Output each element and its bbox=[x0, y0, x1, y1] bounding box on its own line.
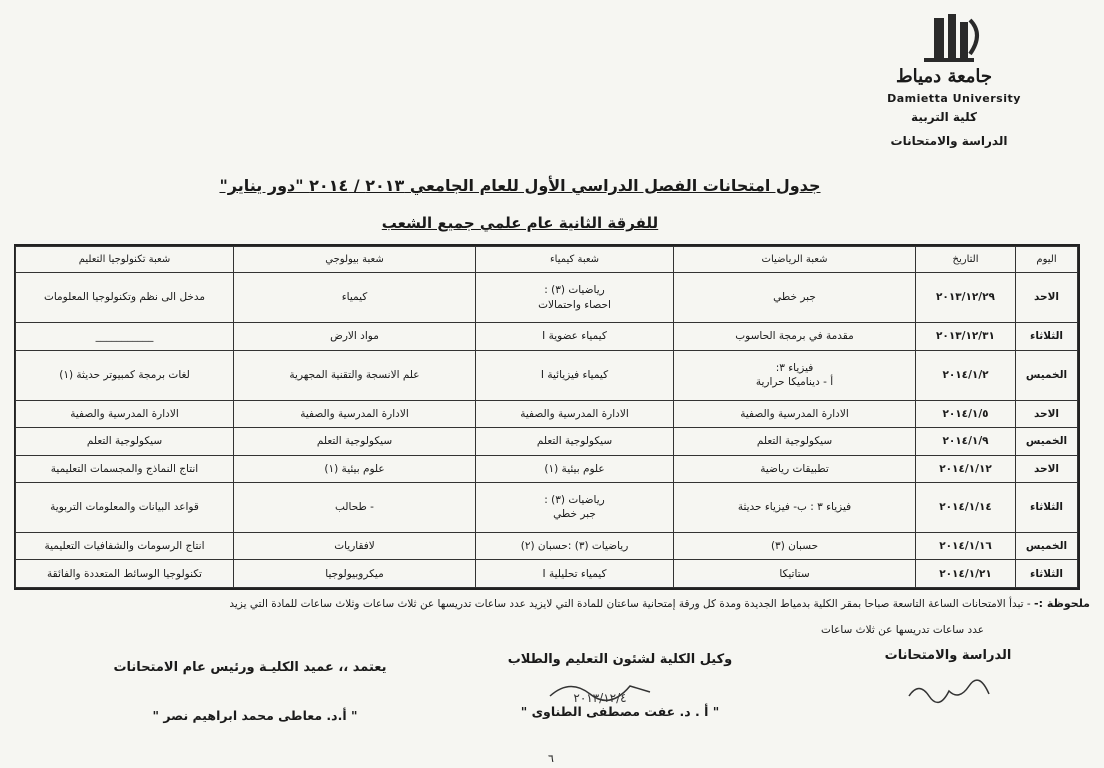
subject-cell-bio bbox=[234, 533, 476, 560]
column-header: اليوم bbox=[1016, 247, 1078, 273]
table-row bbox=[16, 323, 1078, 350]
subject-text: حسبان (٣) bbox=[770, 540, 819, 553]
university-logo-icon bbox=[904, 14, 994, 64]
subject-text: فيزياء ٣ : ب- فيزياء حديثة bbox=[737, 501, 852, 514]
subject-text: رياضيات (٣) : bbox=[544, 284, 605, 297]
subject-cell-bio bbox=[234, 350, 476, 400]
table-header-row bbox=[16, 247, 1078, 273]
university-name-english: Damietta University bbox=[887, 92, 1021, 105]
handwritten-signature-icon bbox=[904, 676, 994, 706]
subject-text: مواد الارض bbox=[330, 330, 379, 343]
day-cell: الثلاثاء bbox=[1016, 323, 1078, 350]
subject-text: - طحالب bbox=[335, 501, 374, 514]
subject-cell-math bbox=[674, 323, 916, 350]
exam-schedule-table bbox=[15, 246, 1078, 588]
subject-cell-bio bbox=[234, 482, 476, 532]
subject-text: سيكولوجية التعلم bbox=[536, 435, 613, 448]
subject-text: سيكولوجية التعلم bbox=[86, 435, 163, 448]
subject-cell-tech bbox=[16, 455, 234, 482]
table-row bbox=[16, 533, 1078, 560]
page-title: جدول امتحانات الفصل الدراسي الأول للعام الجامعي ٢٠١٣ / ٢٠١٤ "دور يناير" bbox=[219, 176, 821, 195]
table-body bbox=[16, 273, 1078, 588]
note-text-continued: عدد ساعات تدريسها عن ثلاث ساعات bbox=[821, 624, 984, 636]
subject-text: تطبيقات رياضية bbox=[760, 462, 829, 475]
day-cell: الخميس bbox=[1016, 533, 1078, 560]
subject-cell-math bbox=[674, 428, 916, 455]
subject-text: كيمياء bbox=[341, 291, 368, 304]
subject-cell-tech bbox=[16, 560, 234, 588]
day-cell: الاحد bbox=[1016, 455, 1078, 482]
faculty-name: كلية التربية bbox=[911, 110, 977, 124]
subject-cell-math bbox=[674, 533, 916, 560]
subject-cell-math bbox=[674, 482, 916, 532]
subject-cell-chem bbox=[476, 560, 674, 588]
table-row bbox=[16, 400, 1078, 427]
department-name: الدراسة والامتحانات bbox=[890, 134, 1008, 148]
subject-text: مدخل الى نظم وتكنولوجيا المعلومات bbox=[43, 291, 206, 304]
subject-cell-tech bbox=[16, 323, 234, 350]
university-header bbox=[864, 14, 1034, 148]
subject-text: علم الانسجة والتقنية المجهرية bbox=[289, 368, 420, 381]
subject-text: لغات برمجة كمبيوتر حديثة (١) bbox=[59, 368, 190, 381]
signature-department: الدراسة والامتحانات bbox=[884, 648, 1012, 663]
note bbox=[14, 596, 1090, 613]
page-number: ٦ bbox=[548, 752, 554, 765]
subject-text: سيكولوجية التعلم bbox=[756, 435, 833, 448]
subject-text: رياضيات (٣) : bbox=[544, 494, 605, 507]
subject-cell-bio bbox=[234, 273, 476, 323]
subject-cell-chem bbox=[476, 482, 674, 532]
subject-text: تكنولوجيا الوسائط المتعددة والفائقة bbox=[47, 567, 202, 580]
subject-cell-bio bbox=[234, 455, 476, 482]
date-cell: ٢٠١٤/١/٥ bbox=[916, 400, 1016, 427]
subject-text: كيمياء تحليلية I bbox=[542, 567, 607, 580]
subject-cell-tech bbox=[16, 533, 234, 560]
page-subtitle: للفرقة الثانية عام علمي جميع الشعب bbox=[381, 214, 659, 232]
subject-cell-bio bbox=[234, 428, 476, 455]
vice-dean-signature-icon bbox=[540, 672, 660, 706]
column-header: التاريخ bbox=[916, 247, 1016, 273]
table-row bbox=[16, 560, 1078, 588]
date-cell: ٢٠١٤/١/٢١ bbox=[916, 560, 1016, 588]
subject-text: ميكروبيولوجيا bbox=[325, 567, 384, 580]
column-header: شعبة بيولوجي bbox=[234, 247, 476, 273]
subject-text: احصاء واحتمالات bbox=[538, 298, 611, 311]
day-cell: الاحد bbox=[1016, 400, 1078, 427]
subject-text: الادارة المدرسية والصفية bbox=[300, 407, 409, 420]
subject-text: ستاتيكا bbox=[779, 567, 810, 580]
table-row bbox=[16, 273, 1078, 323]
date-cell: ٢٠١٤/١/١٢ bbox=[916, 455, 1016, 482]
subject-text: جبر خطي bbox=[773, 291, 816, 304]
subject-cell-math bbox=[674, 560, 916, 588]
signature-vice-dean-name: " أ . د. عفت مصطفى الطناوى " bbox=[520, 704, 720, 719]
note-label: ملحوظة :- bbox=[1034, 597, 1090, 610]
subject-cell-tech bbox=[16, 273, 234, 323]
subject-text: سيكولوجية التعلم bbox=[316, 435, 393, 448]
subject-text: انتاج الرسومات والشفافيات التعليمية bbox=[44, 540, 205, 553]
subject-cell-chem bbox=[476, 533, 674, 560]
column-header: شعبة تكنولوجيا التعليم bbox=[16, 247, 234, 273]
subject-text: الادارة المدرسية والصفية bbox=[520, 407, 629, 420]
subject-cell-chem bbox=[476, 323, 674, 350]
subject-text: الادارة المدرسية والصفية bbox=[740, 407, 849, 420]
subject-text: كيمياء فيزيائية I bbox=[540, 368, 609, 381]
subject-cell-math bbox=[674, 400, 916, 427]
subject-text: لافقاريات bbox=[334, 540, 375, 553]
subject-cell-chem bbox=[476, 273, 674, 323]
subject-cell-bio bbox=[234, 560, 476, 588]
table-row bbox=[16, 350, 1078, 400]
column-header: شعبة كيمياء bbox=[476, 247, 674, 273]
vice-dean-signature-date: ٢٠١٣/١٢/٤ bbox=[573, 691, 627, 705]
date-cell: ٢٠١٤/١/١٤ bbox=[916, 482, 1016, 532]
column-header: شعبة الرياضيات bbox=[674, 247, 916, 273]
subject-cell-chem bbox=[476, 350, 674, 400]
subject-cell-tech bbox=[16, 482, 234, 532]
note-text: - تبدأ الامتحانات الساعة التاسعة صباحا بمقر الكلية بدمياط الجديدة ومدة كل ورقة إمتحانية ساعتان للمادة التي لايزيد عدد ساعات تدريسها عن ثلاث ساعات وثلاث ساعات للمادة التي يزيد bbox=[229, 598, 1031, 610]
subject-cell-tech bbox=[16, 350, 234, 400]
university-name-arabic: جامعة دمياط bbox=[895, 66, 993, 87]
table-row bbox=[16, 482, 1078, 532]
subject-cell-tech bbox=[16, 400, 234, 427]
signature-dean-name: " أ.د. معاطى محمد ابراهيم نصر " bbox=[152, 708, 358, 723]
subject-text: الادارة المدرسية والصفية bbox=[70, 407, 179, 420]
signature-dean-title: يعتمد ،، عميد الكليـة ورئيس عام الامتحانات bbox=[113, 660, 387, 675]
subject-text: جبر خطي bbox=[553, 508, 596, 521]
day-cell: الثلاثاء bbox=[1016, 560, 1078, 588]
date-cell: ٢٠١٤/١/٢ bbox=[916, 350, 1016, 400]
date-cell: ٢٠١٣/١٢/٢٩ bbox=[916, 273, 1016, 323]
subject-cell-math bbox=[674, 350, 916, 400]
date-cell: ٢٠١٣/١٢/٣١ bbox=[916, 323, 1016, 350]
table-row bbox=[16, 428, 1078, 455]
subject-cell-bio bbox=[234, 400, 476, 427]
date-cell: ٢٠١٤/١/٩ bbox=[916, 428, 1016, 455]
subject-cell-math bbox=[674, 455, 916, 482]
subject-text: أ - ديناميكا حرارية bbox=[755, 376, 834, 389]
subject-cell-chem bbox=[476, 428, 674, 455]
subject-text: قواعد البيانات والمعلومات التربوية bbox=[50, 501, 199, 514]
subject-text: فيزياء ٣: bbox=[775, 361, 814, 374]
exam-schedule-table-wrapper bbox=[14, 244, 1080, 590]
subject-text: ___________ bbox=[95, 330, 154, 343]
day-cell: الخميس bbox=[1016, 350, 1078, 400]
subject-text: مقدمة في برمجة الحاسوب bbox=[735, 330, 854, 343]
subject-text: كيمياء عضوية I bbox=[542, 330, 607, 343]
signature-vice-dean-title: وكيل الكلية لشئون التعليم والطلاب bbox=[507, 652, 733, 667]
subject-text: انتاج النماذج والمجسمات التعليمية bbox=[50, 462, 199, 475]
table-row bbox=[16, 455, 1078, 482]
subject-text: علوم بيئية (١) bbox=[544, 462, 605, 475]
subject-text: علوم بيئية (١) bbox=[324, 462, 385, 475]
subject-text: رياضيات (٣) :حسبان (٢) bbox=[520, 540, 629, 553]
subject-cell-chem bbox=[476, 400, 674, 427]
subject-cell-math bbox=[674, 273, 916, 323]
subject-cell-chem bbox=[476, 455, 674, 482]
subject-cell-tech bbox=[16, 428, 234, 455]
day-cell: الاحد bbox=[1016, 273, 1078, 323]
day-cell: الخميس bbox=[1016, 428, 1078, 455]
date-cell: ٢٠١٤/١/١٦ bbox=[916, 533, 1016, 560]
subject-cell-bio bbox=[234, 323, 476, 350]
day-cell: الثلاثاء bbox=[1016, 482, 1078, 532]
